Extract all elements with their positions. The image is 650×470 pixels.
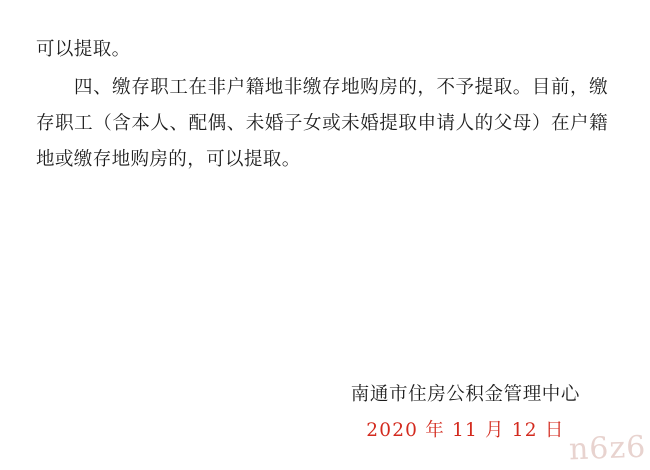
paragraph-continuation: 可以提取。 <box>36 39 131 60</box>
signature-block <box>351 378 580 448</box>
paragraph-item-four: 四、缴存职工在非户籍地非缴存地购房的，不予提取。目前，缴存职工（含本人、配偶、未婚子女或未婚提取申请人的父母）在户籍地或缴存地购房的，可以提取。 <box>36 77 608 170</box>
issue-date: 2020 年 11 月 12 日 <box>366 420 565 441</box>
watermark-text: n6z6 <box>568 429 647 468</box>
issuing-organization: 南通市住房公积金管理中心 <box>350 384 580 405</box>
